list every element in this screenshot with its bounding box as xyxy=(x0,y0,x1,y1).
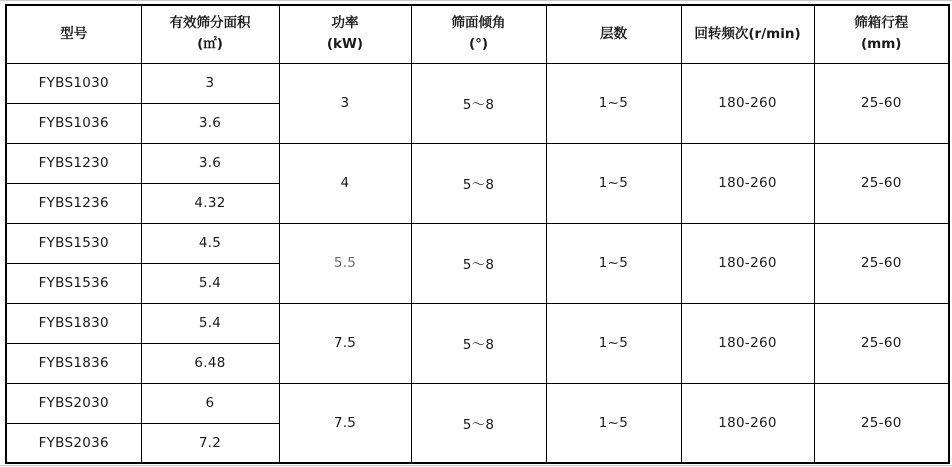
column-header-stroke xyxy=(814,5,949,63)
area-cell: 3.6 xyxy=(141,103,279,143)
area-cell: 3.6 xyxy=(141,143,279,183)
power-cell: 7.5 xyxy=(279,303,411,383)
column-header-model-line: 型号 xyxy=(60,25,88,42)
column-header-power xyxy=(279,5,411,63)
column-header-layers xyxy=(546,5,681,63)
area-cell: 4.32 xyxy=(141,183,279,223)
column-header-power-line: 功率 xyxy=(331,15,359,32)
model-cell: FYBS1030 xyxy=(6,63,141,103)
header-row xyxy=(6,5,949,63)
stroke-cell: 25-60 xyxy=(814,223,949,303)
table-row xyxy=(6,143,949,183)
incline-cell: 5～8 xyxy=(411,63,546,143)
table-row xyxy=(6,383,949,423)
power-cell: 4 xyxy=(279,143,411,223)
column-header-frequency-line: 回转频次(r/min) xyxy=(694,25,801,42)
column-header-area xyxy=(141,5,279,63)
model-cell: FYBS1036 xyxy=(6,103,141,143)
top-rule xyxy=(0,0,952,1)
area-cell: 5.4 xyxy=(141,303,279,343)
incline-cell: 5～8 xyxy=(411,303,546,383)
layers-cell: 1~5 xyxy=(546,143,681,223)
model-cell: FYBS1830 xyxy=(6,303,141,343)
column-header-incline-line: (°) xyxy=(468,36,489,53)
model-cell: FYBS1236 xyxy=(6,183,141,223)
stroke-cell: 25-60 xyxy=(814,63,949,143)
column-header-incline xyxy=(411,5,546,63)
frequency-cell: 180-260 xyxy=(681,143,814,223)
layers-cell: 1~5 xyxy=(546,383,681,463)
column-header-model xyxy=(6,5,141,63)
column-header-frequency xyxy=(681,5,814,63)
area-cell: 5.4 xyxy=(141,263,279,303)
column-header-layers-line: 层数 xyxy=(600,25,627,42)
model-cell: FYBS1836 xyxy=(6,343,141,383)
frequency-cell: 180-260 xyxy=(681,63,814,143)
power-cell: 7.5 xyxy=(279,383,411,463)
frequency-cell: 180-260 xyxy=(681,383,814,463)
stroke-cell: 25-60 xyxy=(814,143,949,223)
frequency-cell: 180-260 xyxy=(681,223,814,303)
layers-cell: 1~5 xyxy=(546,303,681,383)
table-body xyxy=(6,63,949,463)
column-header-stroke-line: (mm) xyxy=(861,36,902,53)
power-cell: 5.5 xyxy=(279,223,411,303)
spec-table xyxy=(5,4,950,464)
area-cell: 3 xyxy=(141,63,279,103)
stroke-cell: 25-60 xyxy=(814,383,949,463)
model-cell: FYBS2036 xyxy=(6,423,141,463)
table-row xyxy=(6,63,949,103)
model-cell: FYBS2030 xyxy=(6,383,141,423)
layers-cell: 1~5 xyxy=(546,63,681,143)
table-row xyxy=(6,303,949,343)
area-cell: 7.2 xyxy=(141,423,279,463)
column-header-incline-line: 筛面倾角 xyxy=(451,15,506,32)
model-cell: FYBS1530 xyxy=(6,223,141,263)
stroke-cell: 25-60 xyxy=(814,303,949,383)
column-header-stroke-line: 筛箱行程 xyxy=(854,15,909,32)
incline-cell: 5～8 xyxy=(411,223,546,303)
area-cell: 6 xyxy=(141,383,279,423)
column-header-area-line: 有效筛分面积 xyxy=(169,15,251,32)
area-cell: 4.5 xyxy=(141,223,279,263)
incline-cell: 5～8 xyxy=(411,143,546,223)
area-cell: 6.48 xyxy=(141,343,279,383)
power-cell: 3 xyxy=(279,63,411,143)
frequency-cell: 180-260 xyxy=(681,303,814,383)
model-cell: FYBS1230 xyxy=(6,143,141,183)
model-cell: FYBS1536 xyxy=(6,263,141,303)
bottom-rule xyxy=(0,465,952,466)
layers-cell: 1~5 xyxy=(546,223,681,303)
column-header-area-line: (㎡) xyxy=(197,36,223,53)
incline-cell: 5～8 xyxy=(411,383,546,463)
column-header-power-line: (kW) xyxy=(326,36,364,53)
table-row xyxy=(6,223,949,263)
